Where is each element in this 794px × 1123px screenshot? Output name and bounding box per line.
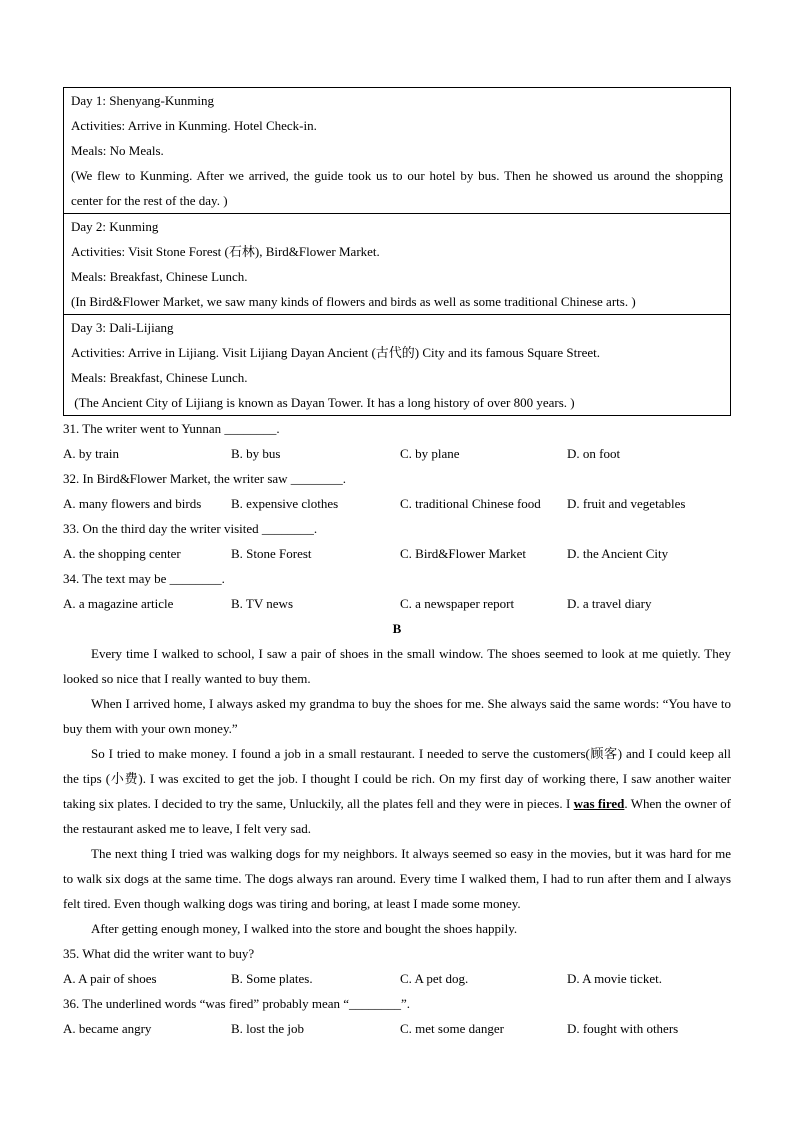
option-c[interactable]: C. A pet dog. (400, 971, 469, 986)
option-d[interactable]: D. a travel diary (567, 596, 652, 611)
option-a[interactable]: A. many flowers and birds (63, 496, 202, 511)
question-stem: 35. What did the writer want to buy? (63, 946, 255, 961)
option-c[interactable]: C. met some danger (400, 1021, 504, 1036)
question-32 (63, 466, 731, 516)
option-c[interactable]: C. Bird&Flower Market (400, 546, 527, 561)
option-a[interactable]: A. A pair of shoes (63, 971, 157, 986)
day-note: (In Bird&Flower Market, we saw many kinds of flowers and birds as well as some traditional Chinese arts. ) (71, 294, 636, 309)
option-b[interactable]: B. Some plates. (231, 971, 313, 986)
option-d[interactable]: D. fruit and vegetables (567, 496, 686, 511)
itinerary-cell (64, 214, 731, 315)
day-note: (The Ancient City of Lijiang is known as Dayan Tower. It has a long history of over 800 years. ) (71, 395, 575, 410)
passage-text: . When the owner of the restaurant asked me to leave, I felt very sad. (63, 796, 731, 836)
itinerary-row-day1 (64, 88, 731, 214)
option-c[interactable]: C. traditional Chinese food (400, 496, 541, 511)
day-meals: Meals: Breakfast, Chinese Lunch. (71, 370, 248, 385)
day-activities: Activities: Arrive in Kunming. Hotel Check-in. (71, 118, 317, 133)
option-a[interactable]: A. the shopping center (63, 546, 181, 561)
option-a[interactable]: A. a magazine article (63, 596, 174, 611)
answer-options (63, 541, 731, 566)
day-title: Day 1: Shenyang-Kunming (71, 93, 214, 108)
itinerary-row-day3 (64, 315, 731, 416)
question-stem: 36. The underlined words “was fired” probably mean “________”. (63, 996, 411, 1011)
option-d[interactable]: D. A movie ticket. (567, 971, 662, 986)
itinerary-cell (64, 315, 731, 416)
option-b[interactable]: B. TV news (231, 596, 293, 611)
day-activities: Activities: Arrive in Lijiang. Visit Lijiang Dayan Ancient (古代的) City and its famous Square Street. (71, 345, 601, 360)
question-stem: 34. The text may be ________. (63, 571, 225, 586)
passage-paragraph-4: The next thing I tried was walking dogs for my neighbors. It always seemed so easy in the movies, but it was hard for me to walk six dogs at the same time. The dogs always ran around. Every time I walked them, I had to run after them and I always felt tired. Even though walking dogs was tiring and boring, at least I made some money. (63, 846, 731, 911)
day-title: Day 2: Kunming (71, 219, 159, 234)
itinerary-cell (64, 88, 731, 214)
day-title: Day 3: Dali-Lijiang (71, 320, 174, 335)
answer-options (63, 441, 731, 466)
answer-options (63, 966, 731, 991)
option-c[interactable]: C. a newspaper report (400, 596, 515, 611)
underlined-phrase: was fired (573, 796, 625, 811)
option-d[interactable]: D. the Ancient City (567, 546, 669, 561)
option-d[interactable]: D. on foot (567, 446, 621, 461)
passage-paragraph-1: Every time I walked to school, I saw a pair of shoes in the small window. The shoes seemed to look at me quietly. They looked so nice that I really wanted to buy them. (63, 646, 731, 686)
option-b[interactable]: B. lost the job (231, 1021, 304, 1036)
passage-paragraph-3 (63, 741, 731, 841)
day-meals: Meals: No Meals. (71, 143, 164, 158)
passage-paragraph-5: After getting enough money, I walked into the store and bought the shoes happily. (91, 921, 518, 936)
answer-options (63, 591, 731, 616)
question-stem: 32. In Bird&Flower Market, the writer saw ________. (63, 471, 347, 486)
section-b-title: B (392, 621, 402, 636)
option-c[interactable]: C. by plane (400, 446, 460, 461)
answer-options (63, 491, 731, 516)
question-34 (63, 566, 731, 616)
option-b[interactable]: B. expensive clothes (231, 496, 339, 511)
exam-page (63, 87, 731, 1041)
passage-text: So I tried to make money. I found a job in a small restaurant. I needed to serve the customers(顾客) and I could keep all the tips (小费). I was excited to get the job. I thought I could be rich. On my first day of working there, I saw another waiter taking six plates. I decided to try the same, Unluckily, all the plates fell and they were in pieces. I (63, 746, 731, 811)
question-31 (63, 416, 731, 466)
option-b[interactable]: B. by bus (231, 446, 281, 461)
question-33 (63, 516, 731, 566)
question-stem: 31. The writer went to Yunnan ________. (63, 421, 280, 436)
option-b[interactable]: B. Stone Forest (231, 546, 312, 561)
day-meals: Meals: Breakfast, Chinese Lunch. (71, 269, 248, 284)
answer-options (63, 1016, 731, 1041)
option-a[interactable]: A. became angry (63, 1021, 152, 1036)
day-note: (We flew to Kunming. After we arrived, the guide took us to our hotel by bus. Then he showed us around the shopping center for the rest of the day. ) (71, 168, 723, 208)
option-a[interactable]: A. by train (63, 446, 119, 461)
option-d[interactable]: D. fought with others (567, 1021, 679, 1036)
itinerary-table (63, 87, 731, 416)
itinerary-row-day2 (64, 214, 731, 315)
passage-paragraph-2: When I arrived home, I always asked my grandma to buy the shoes for me. She always said the same words: “You have to buy them with your own money.” (63, 696, 731, 736)
question-36 (63, 991, 731, 1041)
reading-passage (63, 641, 731, 941)
question-stem: 33. On the third day the writer visited ________. (63, 521, 318, 536)
question-35 (63, 941, 731, 991)
day-activities: Activities: Visit Stone Forest (石林), Bird&Flower Market. (71, 244, 380, 259)
